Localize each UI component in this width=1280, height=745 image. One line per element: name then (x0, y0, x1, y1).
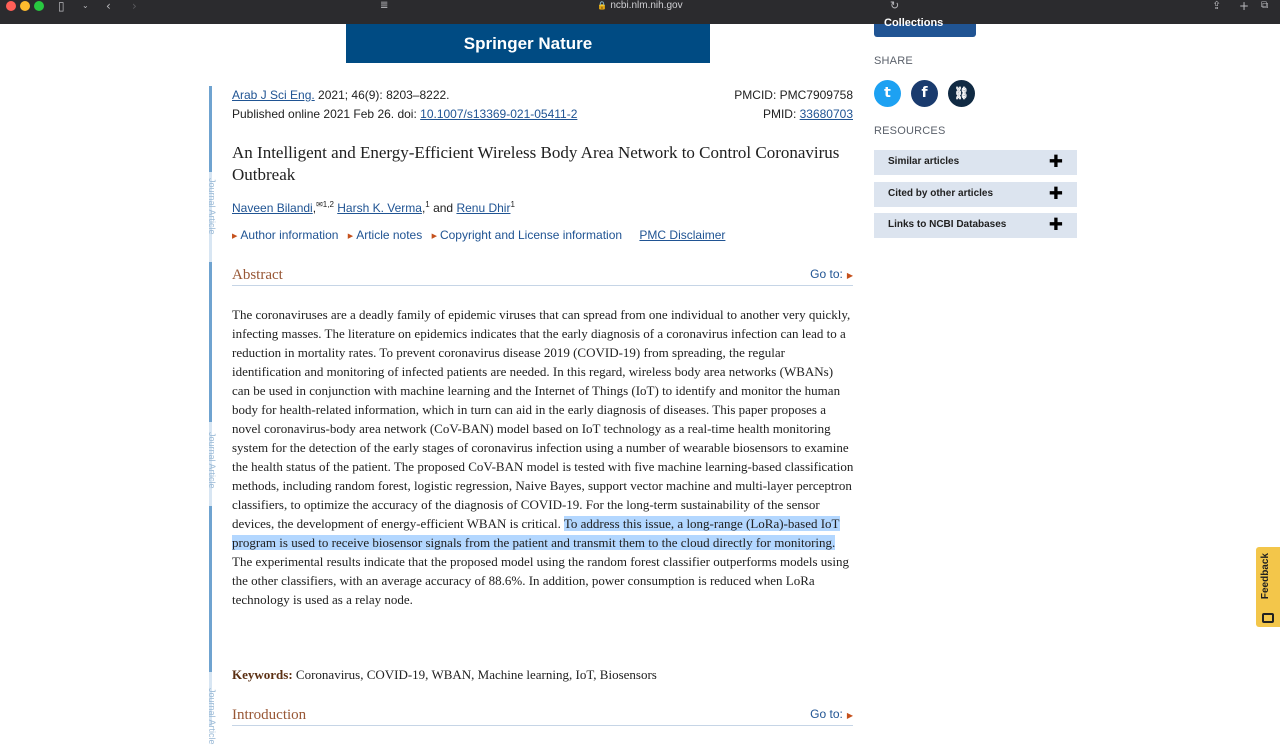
abstract-text (232, 305, 854, 609)
goto-label: Go to: (810, 707, 843, 721)
citation-line (232, 88, 450, 102)
copyright-license-link[interactable]: Copyright and License information (439, 228, 623, 242)
resource-label: Cited by other articles (888, 188, 994, 199)
article-info-links (232, 228, 725, 245)
published-line (232, 107, 577, 121)
author-affiliation[interactable]: 1 (425, 200, 430, 209)
rail-segment (209, 506, 212, 672)
author-separator: , (312, 201, 317, 215)
facebook-share-button[interactable] (911, 80, 938, 107)
citation-text: 2021; 46(9): 8203–8222. (314, 88, 450, 102)
reader-icon[interactable]: ≣ (380, 0, 389, 11)
author-and: and (429, 201, 457, 215)
article-notes-link[interactable]: Article notes (356, 228, 423, 242)
pmcid: PMCID: PMC7909758 (734, 88, 853, 102)
feedback-tab[interactable] (1256, 547, 1280, 627)
link-icon: ⛓ (953, 86, 970, 100)
reload-icon[interactable]: ↻ (890, 0, 900, 12)
author-link[interactable]: Renu Dhir (456, 201, 511, 215)
similar-articles-toggle[interactable] (874, 150, 1077, 175)
author-list (232, 198, 515, 215)
author-link[interactable]: Harsh K. Verma (337, 201, 422, 215)
rail-segment (209, 262, 212, 422)
share-icon[interactable]: ⇪ (1212, 0, 1222, 12)
article-title: An Intelligent and Energy-Efficient Wireless Body Area Network to Control Coronavirus Outbreak (232, 143, 840, 184)
author-separator: , (421, 201, 426, 215)
address-bar[interactable] (560, 0, 720, 11)
plus-icon: ✚ (1048, 215, 1063, 235)
feedback-label: Feedback (1260, 553, 1271, 600)
triangle-right-icon: ▶ (347, 233, 354, 240)
resource-label: Links to NCBI Databases (888, 219, 1007, 230)
close-window-button[interactable] (6, 1, 16, 11)
facebook-icon: f (921, 85, 928, 101)
tab-overview-icon[interactable]: ⧉ (1261, 0, 1269, 11)
author-affiliation[interactable]: 1 (510, 200, 515, 209)
goto-label: Go to: (810, 267, 843, 281)
abstract-header (232, 266, 853, 286)
chevron-down-icon[interactable]: ⌄ (82, 1, 89, 10)
author-information-link[interactable]: Author information (240, 228, 339, 242)
triangle-right-icon: ▶ (846, 271, 853, 280)
browser-toolbar (0, 0, 1280, 24)
twitter-icon: t (884, 85, 891, 101)
published-text: Published online 2021 Feb 26. doi: (232, 107, 421, 121)
pmid-label: PMID: (762, 107, 800, 121)
pmc-disclaimer-link[interactable]: PMC Disclaimer (639, 228, 726, 242)
lock-icon: 🔒 (597, 1, 608, 10)
rail-label: Journal Article (207, 688, 217, 745)
resource-label: Similar articles (888, 156, 960, 167)
ncbi-links-toggle[interactable] (874, 213, 1077, 238)
goto-button[interactable] (810, 267, 853, 283)
triangle-right-icon: ▶ (846, 711, 853, 720)
triangle-right-icon: ▶ (232, 233, 238, 240)
forward-icon[interactable]: › (132, 0, 137, 13)
introduction-heading: Introduction (232, 707, 307, 723)
author-link[interactable]: Naveen Bilandi (232, 201, 313, 215)
rail-segment (209, 86, 212, 172)
abstract-text-part: The experimental results indicate that the proposed model using the random forest classifier outperforms models using the other classifiers, with an average accuracy of 88.6%. In addition, power consumption is reduced when LoRa technology is used as a relay node. (232, 554, 849, 607)
collections-label: Collections (884, 17, 944, 29)
url-text: ncbi.nlm.nih.gov (610, 0, 683, 11)
publisher-banner[interactable]: Springer Nature (346, 24, 710, 63)
zoom-window-button[interactable] (34, 1, 44, 11)
minimize-window-button[interactable] (20, 1, 30, 11)
introduction-header (232, 706, 853, 726)
abstract-text-part: The coronaviruses are a deadly family of epidemic viruses that can spread from one individual to another very quickly, infecting masses. The literature on epidemics indicates that the early diagnosis of a coronavirus infection can lead to a reduction in mortality rates. To prevent coronavirus disease 2019 (COVID-19) from spreading, the regular identification and monitoring of infected patients are needed. In this regard, wireless body area networks (WBANs) can be used in conjunction with machine learning and the Internet of Things (IoT) to identify and monitor the human body for health-related information, which in turn can aid in the early diagnosis of diseases. This paper proposes a novel coronavirus-body area network (CoV-BAN) model based on IoT technology as a real-time health monitoring system for the detection of the early stages of coronavirus infection using a number of wearable biosensors to examine the health status of the patient. The proposed CoV-BAN model is tested with five machine learning-based classification methods, including random forest, logistic regression, Naive Bayes, support vector machine and multi-layer perceptron classifiers, to optimize the accuracy of the diagnosis of COVID-19. For the long-term sustainability of the sensor devices, the development of energy-efficient WBAN is critical. (232, 307, 854, 531)
keywords-list: Coronavirus, COVID-19, WBAN, Machine learning, IoT, Biosensors (292, 667, 657, 682)
rail-label: Journal Article (207, 432, 217, 489)
keywords-label: Keywords: (232, 667, 293, 682)
doi-link[interactable]: 10.1007/s13369-021-05411-2 (420, 107, 578, 121)
share-heading: SHARE (874, 55, 913, 67)
author-affiliation[interactable]: ✉1,2 (316, 200, 334, 209)
plus-icon: ✚ (1048, 152, 1063, 172)
abstract-heading: Abstract (232, 267, 283, 283)
twitter-share-button[interactable] (874, 80, 901, 107)
copy-link-button[interactable] (948, 80, 975, 107)
new-tab-icon[interactable]: + (1239, 0, 1250, 13)
triangle-right-icon: ▶ (431, 233, 437, 240)
rail-label: Journal Article (207, 178, 217, 235)
back-icon[interactable]: ‹ (106, 0, 111, 13)
plus-icon: ✚ (1048, 184, 1063, 204)
collections-button[interactable] (874, 17, 976, 37)
sidebar-icon[interactable]: ▯ (58, 0, 65, 13)
pmid-link[interactable]: 33680703 (799, 107, 853, 121)
journal-link[interactable]: Arab J Sci Eng. (232, 88, 315, 102)
cited-by-toggle[interactable] (874, 182, 1077, 207)
keywords (232, 666, 657, 684)
resources-heading: RESOURCES (874, 125, 946, 137)
goto-button[interactable] (810, 707, 853, 723)
pmid-line (700, 107, 853, 121)
feedback-icon (1262, 613, 1274, 623)
selected-text: To address this issue, a long-range (LoRa)-based IoT program is used to receive biosensor signals from the patient and transmit them to the cloud directly for monitoring. (232, 516, 840, 550)
